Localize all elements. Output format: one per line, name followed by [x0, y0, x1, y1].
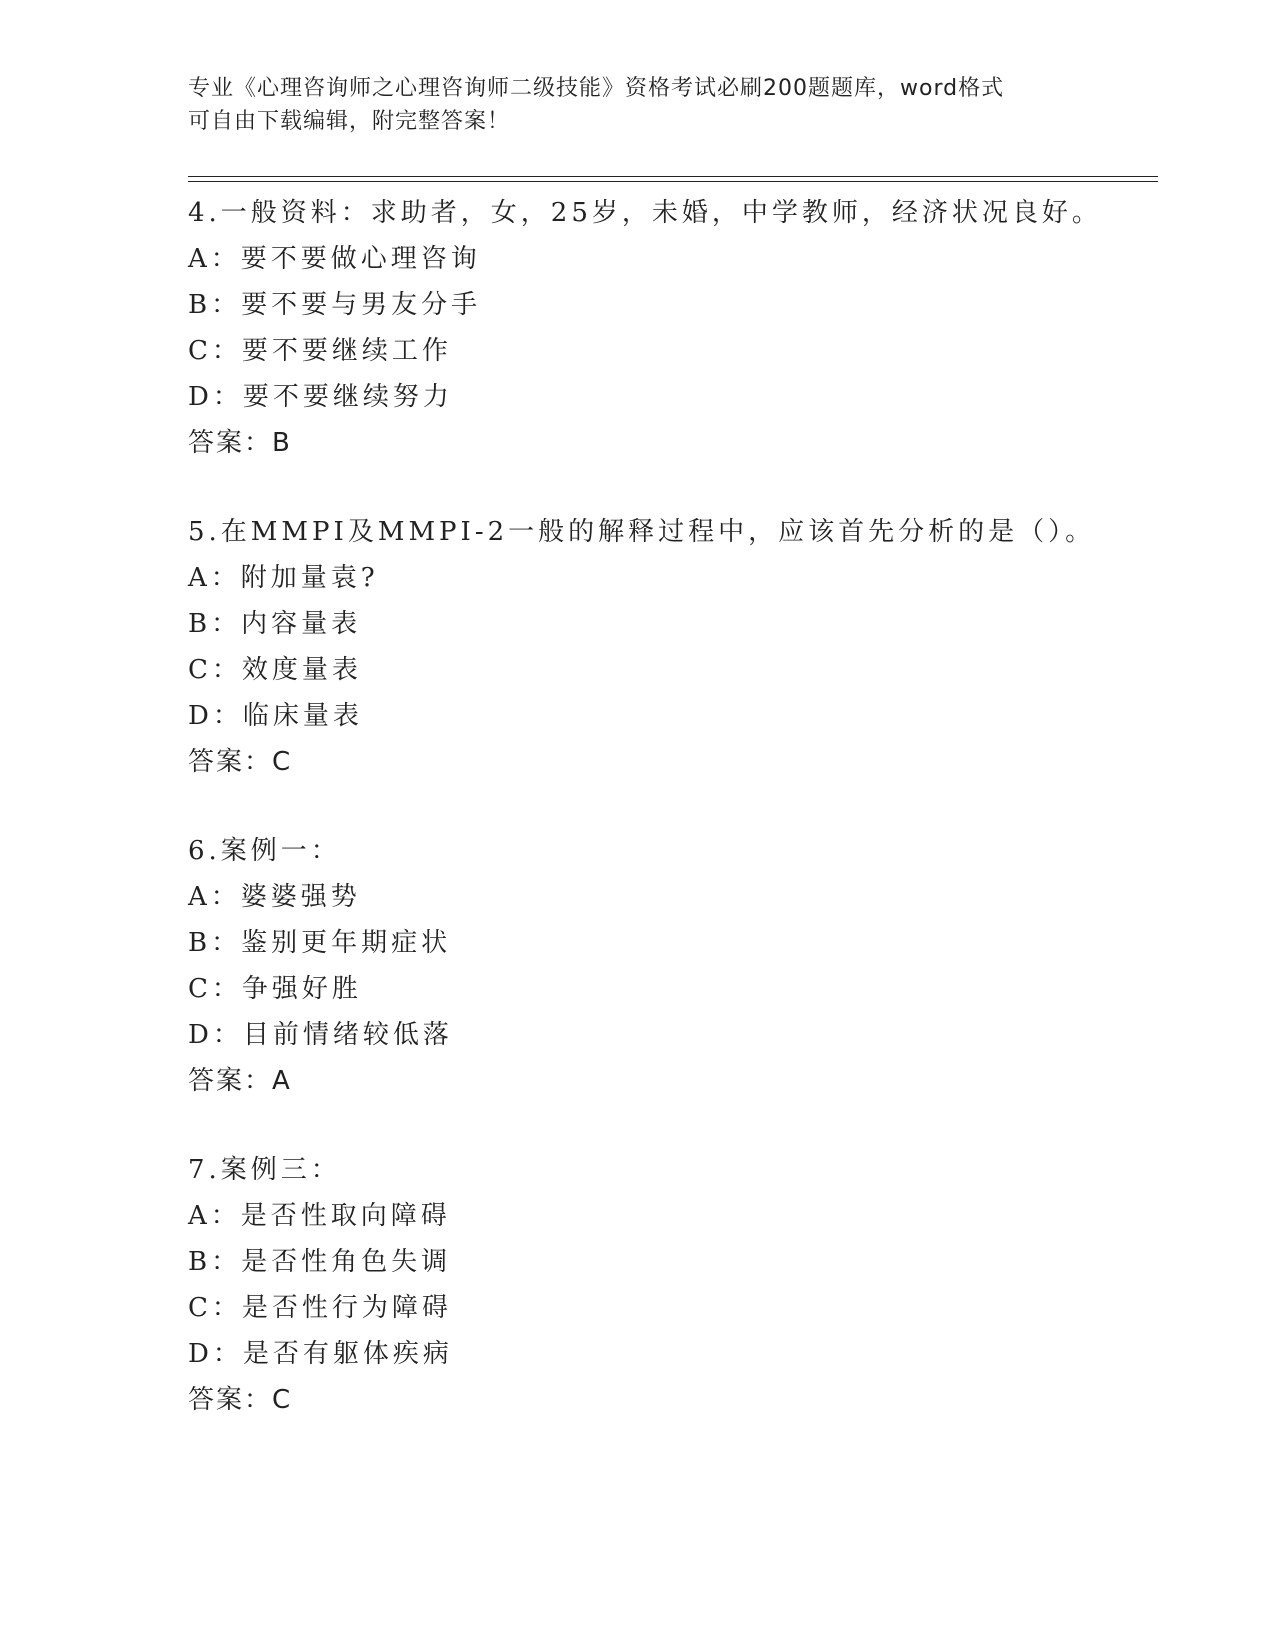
question-6 [188, 828, 1188, 1104]
option-a: A：是否性取向障碍 [188, 1201, 451, 1231]
header-line-1: 专业《心理咨询师之心理咨询师二级技能》资格考试必刷200题题库，word格式 [188, 76, 1005, 101]
option-b: B：要不要与男友分手 [188, 290, 482, 320]
question-stem: 4.一般资料：求助者，女，25岁，未婚，中学教师，经济状况良好。 [188, 198, 1102, 228]
document-header [188, 72, 1088, 138]
question-stem: 6.案例一： [188, 836, 341, 866]
answer: 答案：A [188, 1066, 292, 1096]
header-rule-top [188, 176, 1158, 177]
question-4 [188, 190, 1188, 466]
question-7 [188, 1147, 1188, 1423]
option-c: C：要不要继续工作 [188, 336, 452, 366]
option-a: A：附加量袁? [188, 563, 379, 593]
option-d: D：临床量表 [188, 701, 363, 731]
option-a: A：要不要做心理咨询 [188, 244, 481, 274]
option-a: A：婆婆强势 [188, 882, 361, 912]
option-c: C：效度量表 [188, 655, 362, 685]
option-b: B：鉴别更年期症状 [188, 928, 452, 958]
option-b: B：是否性角色失调 [188, 1247, 452, 1277]
header-rule-bottom [188, 181, 1158, 182]
question-stem: 5.在MMPI及MMPI-2一般的解释过程中，应该首先分析的是（）。 [188, 517, 1096, 547]
header-line-2: 可自由下载编辑，附完整答案！ [188, 109, 511, 134]
question-5 [188, 509, 1188, 785]
answer: 答案：B [188, 428, 292, 458]
option-d: D：要不要继续努力 [188, 382, 453, 412]
answer: 答案：C [188, 1385, 293, 1415]
question-stem: 7.案例三： [188, 1155, 341, 1185]
option-d: D：目前情绪较低落 [188, 1020, 453, 1050]
question-list [188, 190, 1188, 1423]
answer: 答案：C [188, 747, 293, 777]
option-d: D：是否有躯体疾病 [188, 1339, 453, 1369]
option-c: C：争强好胜 [188, 974, 362, 1004]
option-c: C：是否性行为障碍 [188, 1293, 452, 1323]
option-b: B：内容量表 [188, 609, 362, 639]
